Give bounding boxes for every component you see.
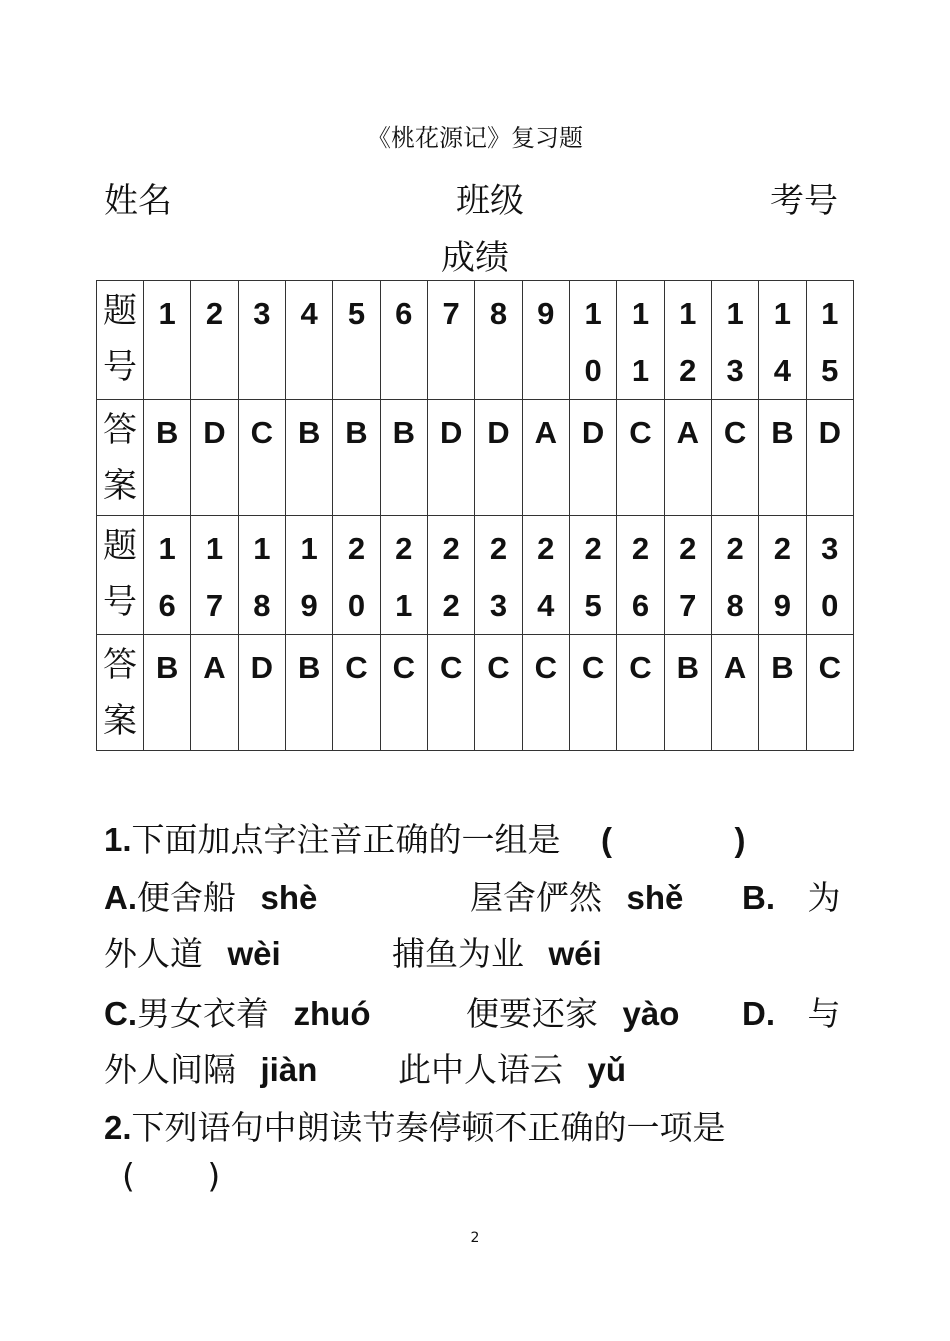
question-stem: 下列语句中朗读节奏停顿不正确的一项是 <box>131 1108 726 1147</box>
row-header <box>97 400 144 516</box>
table-cell <box>664 516 711 635</box>
cell-text: 7 <box>205 588 224 623</box>
table-cell <box>144 400 191 516</box>
option-word: 屋舍俨然 <box>470 878 602 917</box>
table-cell <box>759 635 806 751</box>
cell-text: 6 <box>395 296 413 331</box>
option-word: 便舍船 <box>137 878 236 917</box>
table-cell <box>238 516 285 635</box>
cell-text: C <box>487 650 510 685</box>
table-cell <box>759 400 806 516</box>
option-pinyin: zhuó <box>293 995 371 1032</box>
cell-text: 0 <box>584 353 602 388</box>
question-2-answer-parens <box>122 1156 220 1195</box>
table-cell <box>427 400 474 516</box>
table-cell <box>617 400 664 516</box>
score-label: 成绩 <box>441 238 509 278</box>
cell-text: 3 <box>253 296 271 331</box>
option-label: A. <box>104 879 137 916</box>
cell-text: C <box>723 415 747 450</box>
table-cell <box>238 281 285 400</box>
cell-text: 6 <box>158 588 176 623</box>
cell-text: D <box>250 650 274 685</box>
cell-text: 2 <box>205 296 224 331</box>
cell-text: 9 <box>537 296 555 331</box>
answer-paren-open: ( <box>601 821 613 858</box>
cell-text: 2 <box>679 353 697 388</box>
cell-text: 2 <box>347 531 366 566</box>
page-number: 2 <box>470 1230 480 1246</box>
option-pinyin: jiàn <box>260 1051 318 1088</box>
option-word: 外人道 <box>104 934 203 973</box>
cell-text: A <box>723 650 747 685</box>
cell-text: 1 <box>300 531 318 566</box>
table-row <box>97 400 854 516</box>
table-row <box>97 516 854 635</box>
question-number: 2. <box>104 1109 132 1146</box>
cell-text: 1 <box>631 296 650 331</box>
option-a-line <box>104 872 317 919</box>
option-a-second <box>470 872 683 919</box>
table-cell <box>522 635 569 751</box>
cell-text: C <box>345 650 368 685</box>
cell-text: 0 <box>347 588 366 623</box>
question-number: 1. <box>104 821 132 858</box>
option-pinyin: wèi <box>227 935 281 972</box>
cell-text: 2 <box>489 531 508 566</box>
answer-paren-close: ) <box>734 821 746 858</box>
cell-text: B <box>297 415 321 450</box>
exam-number-label: 考号 <box>770 181 838 221</box>
cell-text: 7 <box>679 588 697 623</box>
table-cell <box>285 516 332 635</box>
table-cell <box>569 281 616 400</box>
option-label: D. <box>742 995 775 1032</box>
table-cell <box>664 635 711 751</box>
table-cell <box>191 516 238 635</box>
cell-text: 2 <box>395 531 413 566</box>
row-header-char: 题 <box>103 291 137 331</box>
cell-text: 2 <box>679 531 697 566</box>
class-label: 班级 <box>456 181 524 221</box>
table-cell <box>333 516 380 635</box>
cell-text: 2 <box>631 531 650 566</box>
option-b-line <box>104 928 281 975</box>
cell-text: D <box>487 415 510 450</box>
table-cell <box>380 400 427 516</box>
cell-text: B <box>771 650 794 685</box>
option-word: 此中人语云 <box>398 1050 563 1089</box>
option-word: 为 <box>807 878 841 917</box>
table-cell <box>238 400 285 516</box>
table-cell <box>664 400 711 516</box>
cell-text: 1 <box>395 588 413 623</box>
cell-text: B <box>297 650 321 685</box>
cell-text: 1 <box>584 296 602 331</box>
option-b-start <box>742 872 841 919</box>
cell-text: C <box>581 650 605 685</box>
cell-text: 1 <box>773 296 792 331</box>
cell-text: 0 <box>821 588 839 623</box>
table-cell <box>333 635 380 751</box>
cell-text: 3 <box>489 588 508 623</box>
cell-text: 3 <box>821 531 839 566</box>
table-cell <box>806 281 853 400</box>
cell-text: 5 <box>584 588 602 623</box>
table-cell <box>380 635 427 751</box>
table-cell <box>285 400 332 516</box>
cell-text: D <box>203 415 226 450</box>
cell-text: 9 <box>300 588 318 623</box>
cell-text: C <box>439 650 463 685</box>
table-cell <box>475 400 522 516</box>
cell-text: 5 <box>821 353 839 388</box>
option-pinyin: yǔ <box>587 1051 627 1088</box>
option-pinyin: wéi <box>548 935 602 972</box>
question-1 <box>104 814 746 861</box>
cell-text: 1 <box>253 531 271 566</box>
table-cell <box>617 281 664 400</box>
row-header-char: 案 <box>103 701 137 741</box>
table-cell <box>333 281 380 400</box>
option-pinyin: shè <box>260 879 318 916</box>
table-cell <box>711 635 758 751</box>
table-cell <box>806 400 853 516</box>
option-label: B. <box>742 879 775 916</box>
cell-text: 1 <box>158 531 176 566</box>
cell-text: 1 <box>679 296 697 331</box>
cell-text: B <box>155 650 179 685</box>
cell-text: 2 <box>584 531 602 566</box>
table-cell <box>569 516 616 635</box>
option-pinyin: yào <box>622 995 680 1032</box>
table-cell <box>475 516 522 635</box>
option-d-start <box>742 988 841 1035</box>
table-cell <box>144 635 191 751</box>
row-header <box>97 516 144 635</box>
cell-text: 1 <box>631 353 650 388</box>
table-cell <box>522 281 569 400</box>
cell-text: A <box>534 415 557 450</box>
question-2 <box>104 1102 726 1149</box>
cell-text: 4 <box>300 296 318 331</box>
table-cell <box>427 516 474 635</box>
option-word: 外人间隔 <box>104 1050 236 1089</box>
table-cell <box>191 635 238 751</box>
row-header-char: 答 <box>103 410 137 450</box>
cell-text: D <box>439 415 463 450</box>
table-cell <box>285 635 332 751</box>
row-header <box>97 281 144 400</box>
row-header-char: 答 <box>103 645 137 685</box>
name-label: 姓名 <box>104 181 172 221</box>
table-cell <box>664 281 711 400</box>
option-d-line <box>104 1044 317 1091</box>
row-header-char: 号 <box>103 347 137 387</box>
cell-text: 2 <box>726 531 744 566</box>
cell-text: 1 <box>158 296 176 331</box>
table-cell <box>569 400 616 516</box>
cell-text: C <box>250 415 274 450</box>
question-stem: 下面加点字注音正确的一组是 <box>131 820 561 859</box>
table-cell <box>238 635 285 751</box>
cell-text: B <box>392 415 415 450</box>
table-cell <box>759 516 806 635</box>
table-cell <box>144 281 191 400</box>
option-word: 捕鱼为业 <box>392 934 524 973</box>
table-row <box>97 281 854 400</box>
cell-text: D <box>818 415 841 450</box>
option-pinyin: shě <box>626 879 684 916</box>
table-cell <box>475 281 522 400</box>
option-word: 男女衣着 <box>137 994 269 1033</box>
cell-text: 2 <box>537 531 555 566</box>
option-d-second <box>398 1044 626 1091</box>
table-cell <box>191 281 238 400</box>
table-cell <box>759 281 806 400</box>
table-cell <box>427 281 474 400</box>
cell-text: B <box>771 415 794 450</box>
table-cell <box>285 281 332 400</box>
cell-text: 3 <box>726 353 744 388</box>
table-cell <box>617 635 664 751</box>
cell-text: D <box>581 415 605 450</box>
table-cell <box>427 635 474 751</box>
table-cell <box>380 281 427 400</box>
table-cell <box>569 635 616 751</box>
row-header-char: 题 <box>103 526 137 566</box>
cell-text: 7 <box>442 296 460 331</box>
option-c-line <box>104 988 370 1035</box>
answer-paren-close: ) <box>207 1156 221 1195</box>
cell-text: 8 <box>726 588 744 623</box>
cell-text: 4 <box>537 588 555 623</box>
cell-text: 2 <box>773 531 792 566</box>
table-cell <box>711 281 758 400</box>
table-cell <box>617 516 664 635</box>
cell-text: 1 <box>821 296 839 331</box>
table-row <box>97 635 854 751</box>
cell-text: C <box>629 415 652 450</box>
table-cell <box>475 635 522 751</box>
table-cell <box>711 400 758 516</box>
option-c-second <box>466 988 679 1035</box>
cell-text: C <box>629 650 652 685</box>
cell-text: 6 <box>631 588 650 623</box>
answer-paren-open: ( <box>122 1156 135 1195</box>
option-b-second <box>392 928 602 975</box>
cell-text: 9 <box>773 588 792 623</box>
cell-text: C <box>392 650 415 685</box>
option-word: 便要还家 <box>466 994 598 1033</box>
row-header <box>97 635 144 751</box>
cell-text: 5 <box>347 296 366 331</box>
cell-text: 8 <box>489 296 508 331</box>
table-cell <box>144 516 191 635</box>
table-cell <box>522 516 569 635</box>
cell-text: B <box>676 650 699 685</box>
cell-text: 2 <box>442 588 460 623</box>
cell-text: A <box>676 415 699 450</box>
table-cell <box>522 400 569 516</box>
cell-text: A <box>203 650 226 685</box>
cell-text: 8 <box>253 588 271 623</box>
row-header-char: 案 <box>103 466 137 506</box>
cell-text: 1 <box>205 531 224 566</box>
option-word: 与 <box>807 994 841 1033</box>
cell-text: 2 <box>442 531 460 566</box>
table-cell <box>333 400 380 516</box>
cell-text: C <box>818 650 841 685</box>
cell-text: C <box>534 650 557 685</box>
table-cell <box>806 516 853 635</box>
row-header-char: 号 <box>103 582 137 622</box>
table-cell <box>806 635 853 751</box>
cell-text: B <box>155 415 179 450</box>
option-label: C. <box>104 995 137 1032</box>
table-cell <box>380 516 427 635</box>
page-title: 《桃花源记》复习题 <box>367 124 583 152</box>
table-cell <box>191 400 238 516</box>
cell-text: 1 <box>726 296 744 331</box>
cell-text: B <box>345 415 368 450</box>
table-cell <box>711 516 758 635</box>
cell-text: 4 <box>773 353 792 388</box>
answer-table <box>96 280 854 751</box>
